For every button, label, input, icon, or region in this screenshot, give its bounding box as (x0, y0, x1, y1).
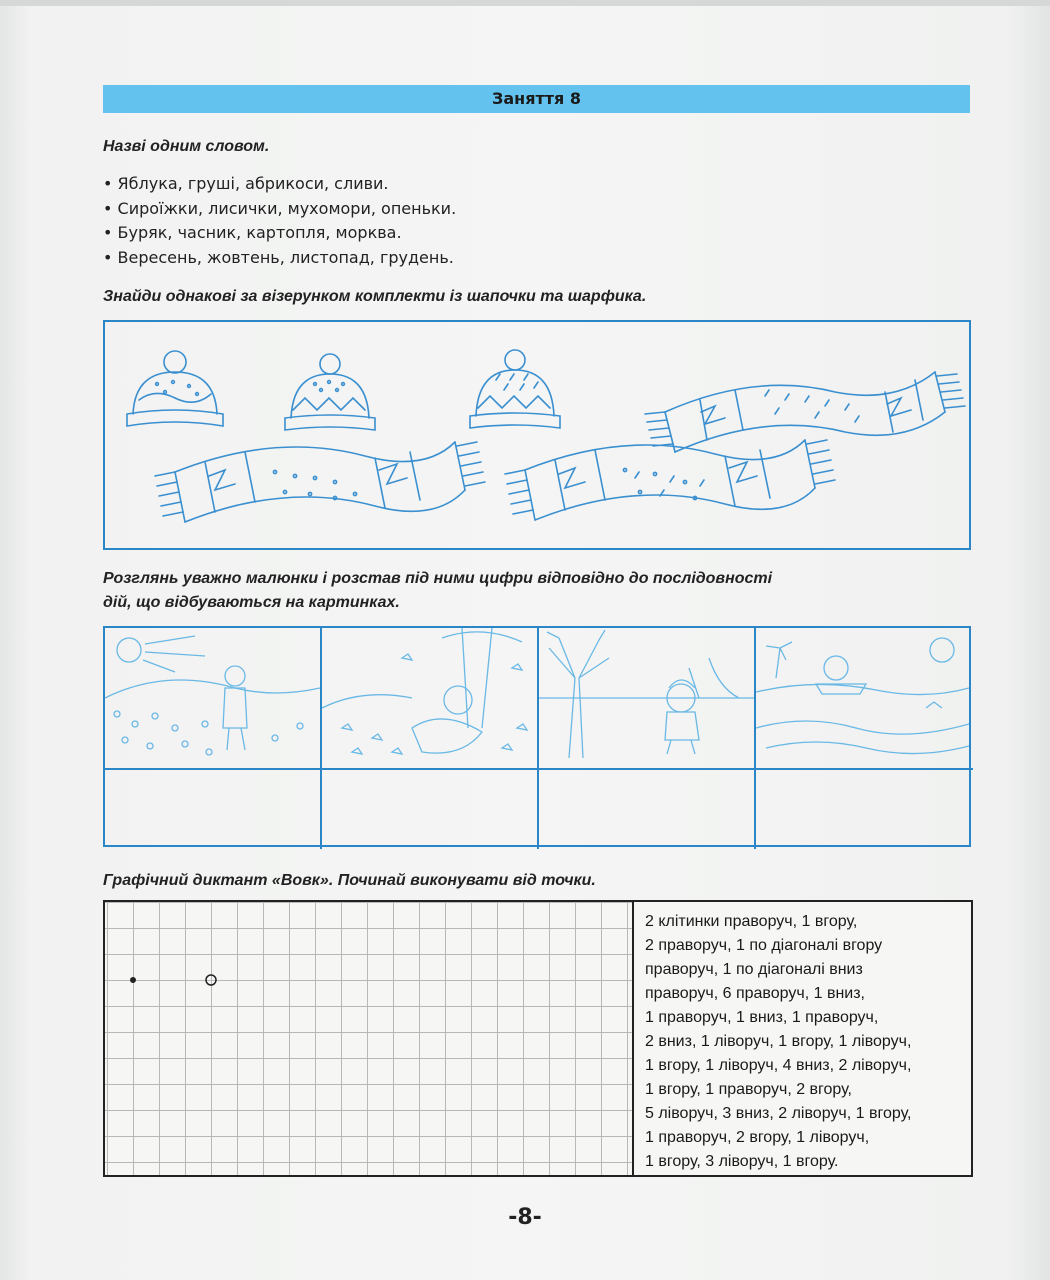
list-item: • Сироїжки, лисички, мухомори, опеньки. (103, 198, 457, 218)
list-item: • Яблука, груші, абрикоси, сливи. (103, 174, 389, 193)
lesson-title: Заняття 8 (491, 89, 581, 108)
winter-scene-illustration (539, 628, 754, 766)
task4-instruction: Графічний диктант «Вовк». Починай виконувати від точки. (103, 872, 596, 889)
answer-cell-4[interactable] (756, 768, 973, 849)
graphic-dictation-frame (103, 900, 973, 1177)
dictation-step: 2 клітинки праворуч, 1 вгору, (645, 913, 858, 930)
dictation-step: праворуч, 6 праворуч, 1 вниз, (645, 985, 865, 1002)
autumn-scene-illustration (322, 628, 537, 766)
picture-summer (756, 628, 973, 768)
picture-winter (539, 628, 756, 768)
dictation-step: 2 вниз, 1 ліворуч, 1 вгору, 1 ліворуч, (645, 1033, 912, 1050)
spring-scene-illustration (105, 628, 320, 766)
dictation-step: 1 праворуч, 1 вниз, 1 праворуч, (645, 1009, 879, 1026)
list-item: • Буряк, часник, картопля, морква. (103, 223, 402, 242)
task2-instruction: Знайди однакові за візерунком комплекти із шапочки та шарфика. (103, 288, 647, 305)
hat-dots-zigzag (285, 354, 375, 430)
answer-cell-3[interactable] (539, 768, 756, 849)
dictation-step: 1 вгору, 1 ліворуч, 4 вниз, 2 ліворуч, (645, 1057, 912, 1074)
dictation-step: 1 вгору, 1 праворуч, 2 вгору, (645, 1081, 852, 1098)
drawing-grid[interactable] (105, 902, 632, 1175)
dictation-step: праворуч, 1 по діагоналі вниз (645, 961, 863, 978)
hat-strokes-zigzag (470, 350, 560, 428)
dictation-step: 2 праворуч, 1 по діагоналі вгору (645, 937, 883, 954)
task1-instruction: Назві одним словом. (103, 138, 270, 155)
dictation-divider (632, 902, 634, 1175)
answer-cell-1[interactable] (105, 768, 322, 849)
seasons-sequence-table (103, 626, 971, 847)
scarf-dots (155, 442, 485, 522)
start-points (105, 902, 632, 1175)
start-circle-icon (206, 975, 216, 985)
page-number: -8- (508, 1205, 542, 1230)
task3-instruction-line1: Розглянь уважно малюнки і розстав під ними цифри відповідно до послідовності (103, 570, 773, 587)
task3-instruction-line2: дій, що відбуваються на картинках. (103, 594, 400, 611)
dictation-steps (645, 910, 970, 1174)
dictation-step: 1 вгору, 3 ліворуч, 1 вгору. (645, 1153, 839, 1170)
start-dot-icon (130, 977, 136, 983)
page-top-edge (0, 0, 1050, 6)
picture-spring (105, 628, 322, 768)
answer-cell-2[interactable] (322, 768, 539, 849)
dictation-step: 1 праворуч, 2 вгору, 1 ліворуч, (645, 1129, 870, 1146)
lesson-title-bar (103, 85, 970, 113)
hats-scarves-frame (103, 320, 971, 550)
list-item: • Вересень, жовтень, листопад, грудень. (103, 247, 454, 267)
dictation-step: 5 ліворуч, 3 вниз, 2 ліворуч, 1 вгору, (645, 1105, 912, 1122)
hats-scarves-illustration (105, 322, 969, 548)
summer-scene-illustration (756, 628, 969, 766)
task1-list (103, 172, 456, 270)
hat-dots-wave (127, 351, 223, 426)
scarf-dots-strokes (505, 440, 835, 520)
picture-autumn (322, 628, 539, 768)
